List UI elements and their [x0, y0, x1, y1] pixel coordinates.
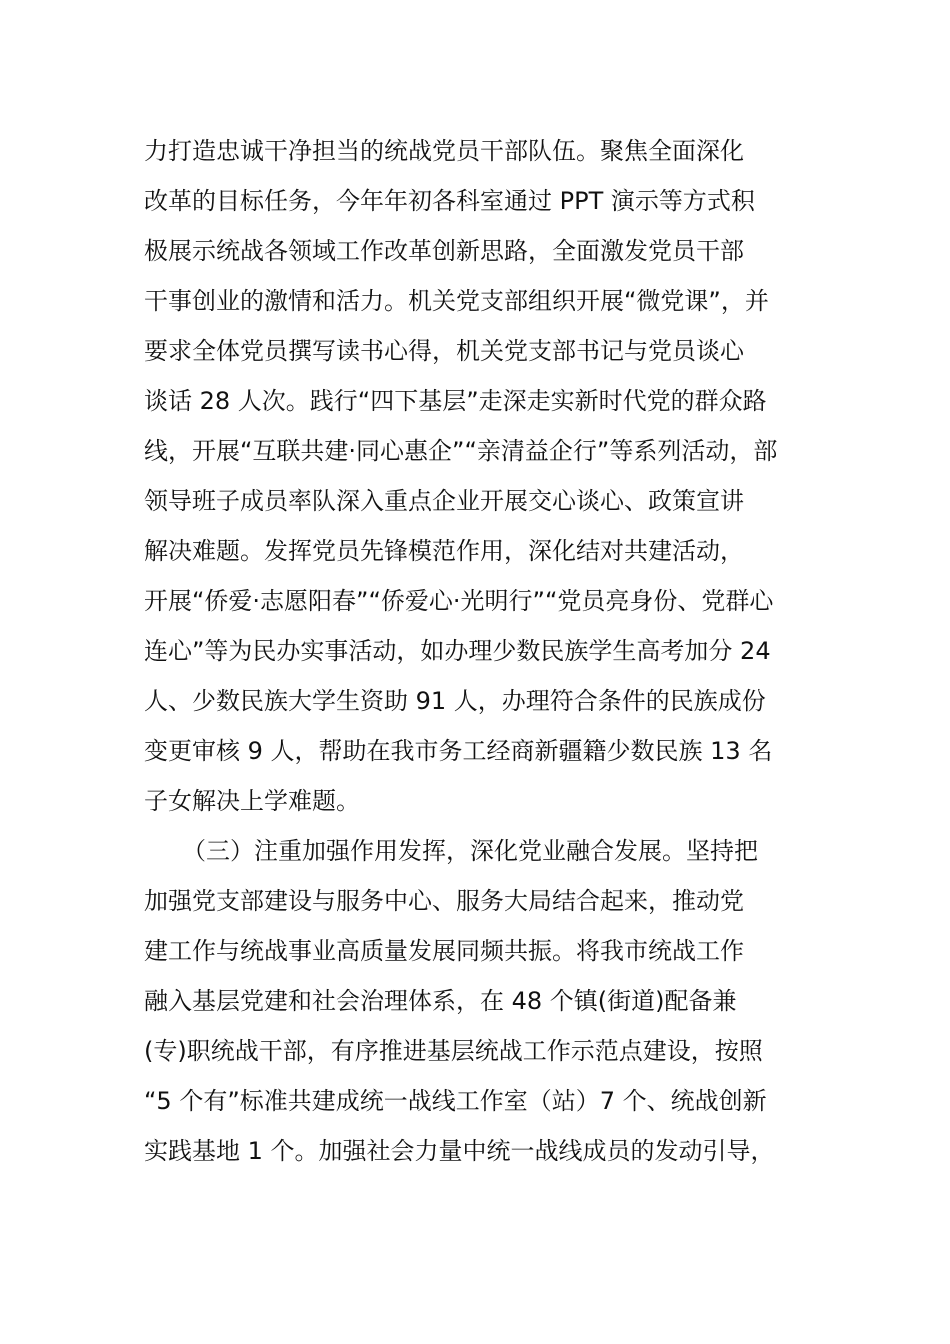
text-line: 变更审核 9 人，帮助在我市务工经商新疆籍少数民族 13 名 [144, 737, 773, 765]
text-line: “5 个有”标准共建成统一战线工作室（站）7 个、统战创新 [144, 1087, 767, 1115]
paragraph-section-three [144, 826, 814, 1176]
text-line: 子女解决上学难题。 [144, 787, 360, 815]
text-line: 建工作与统战事业高质量发展同频共振。将我市统战工作 [144, 937, 744, 965]
text-line: (专)职统战干部，有序推进基层统战工作示范点建设，按照 [144, 1037, 763, 1065]
text-line: （三）注重加强作用发挥，深化党业融合发展。坚持把 [182, 837, 758, 865]
text-line: 加强党支部建设与服务中心、服务大局结合起来，推动党 [144, 887, 744, 915]
text-line: 谈话 28 人次。践行“四下基层”走深走实新时代党的群众路 [144, 387, 767, 415]
text-line: 领导班子成员率队深入重点企业开展交心谈心、政策宣讲 [144, 487, 744, 515]
text-line: 线，开展“互联共建·同心惠企”“亲清益企行”等系列活动，部 [144, 437, 778, 465]
document-body [144, 126, 814, 1176]
text-line: 解决难题。发挥党员先锋模范作用，深化结对共建活动， [144, 537, 744, 565]
text-line: 要求全体党员撰写读书心得，机关党支部书记与党员谈心 [144, 337, 744, 365]
text-line: 开展“侨爱·志愿阳春”“侨爱心·光明行”“党员亮身份、党群心 [144, 587, 774, 615]
text-line: 人、少数民族大学生资助 91 人，办理符合条件的民族成份 [144, 687, 766, 715]
text-line: 融入基层党建和社会治理体系，在 48 个镇(街道)配备兼 [144, 987, 737, 1015]
text-line: 干事创业的激情和活力。机关党支部组织开展“微党课”，并 [144, 287, 769, 315]
text-line: 力打造忠诚干净担当的统战党员干部队伍。聚焦全面深化 [144, 137, 744, 165]
text-line: 实践基地 1 个。加强社会力量中统一战线成员的发动引导， [144, 1137, 775, 1165]
text-line: 极展示统战各领域工作改革创新思路，全面激发党员干部 [144, 237, 744, 265]
text-line: 改革的目标任务，今年年初各科室通过 PPT 演示等方式积 [144, 187, 755, 215]
paragraph-party-building-team [144, 126, 814, 826]
text-line: 连心”等为民办实事活动，如办理少数民族学生高考加分 24 [144, 637, 771, 665]
